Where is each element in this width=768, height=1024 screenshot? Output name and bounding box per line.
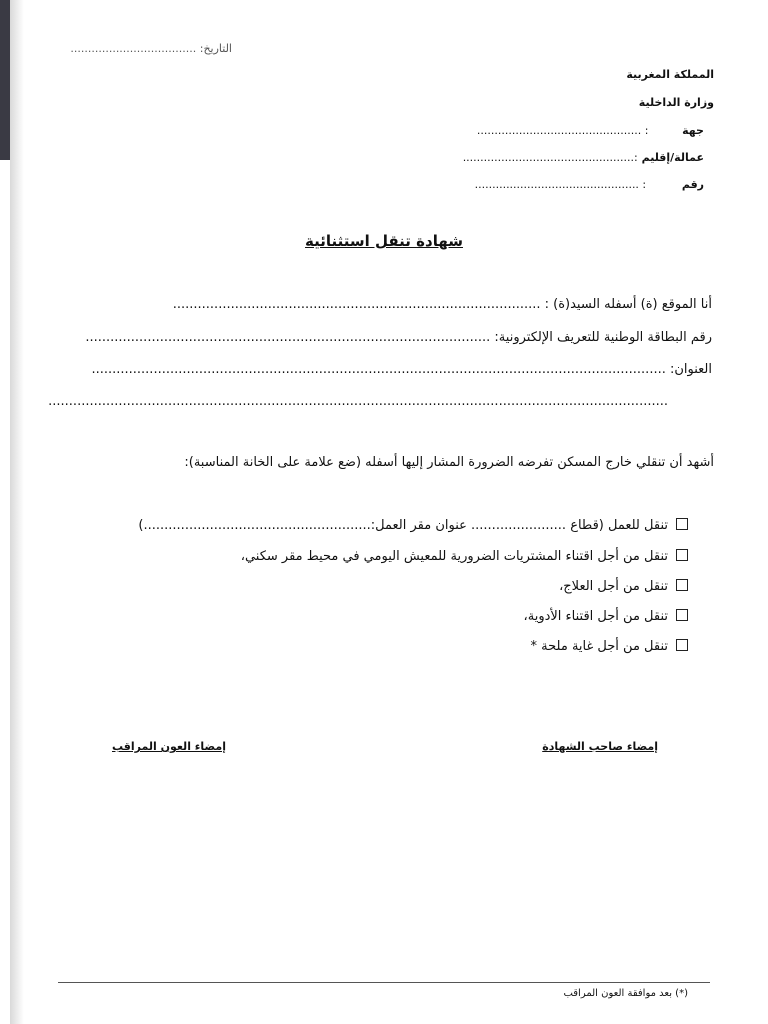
province-label: عمالة/إقليم: [641, 151, 704, 164]
id-card-line: رقم البطاقة الوطنية للتعريف الإلكترونية: ..................................................................................................: [85, 330, 712, 345]
footnote-divider: [58, 982, 710, 983]
region-value: : ...............................................: [476, 124, 649, 137]
option-label: تنقل من أجل غاية ملحة *: [530, 639, 668, 654]
province-field: [463, 151, 704, 164]
option-treatment: [559, 579, 688, 594]
option-urgent: [531, 639, 688, 654]
region-label: جهة: [682, 124, 704, 137]
checkbox-icon: [676, 549, 688, 561]
holder-signature-label: إمضاء صاحب الشهادة: [542, 740, 658, 753]
checkbox-icon: [676, 518, 688, 530]
option-work: [138, 518, 688, 533]
number-label: رقم: [681, 178, 704, 191]
kingdom-label: المملكة المغربية: [626, 68, 714, 81]
page-title: شهادة تنقل استثنائية: [305, 232, 463, 250]
ministry-label: وزارة الداخلية: [638, 96, 714, 109]
option-medicine: [524, 609, 688, 624]
option-label: تنقل من أجل اقتناء المشتريات الضرورية للمعيش اليومي في محيط مقر سكني،: [240, 549, 668, 564]
option-groceries: [241, 549, 688, 564]
declaration-intro: أشهد أن تنقلي خارج المسكن تفرضه الضرورة المشار إليها أسفله (ضع علامة على الخانة المناسبة):: [184, 455, 714, 470]
number-field: [475, 178, 704, 191]
checkbox-icon: [676, 639, 688, 651]
option-label: تنقل للعمل (قطاع ....................... عنوان مقر العمل:.......................................................): [138, 518, 668, 533]
name-line: أنا الموقع (ة) أسفله السيد(ة) : .........................................................................................: [172, 297, 712, 312]
address-line-2: ......................................................................................................................................................: [48, 394, 668, 409]
device-edge: [0, 0, 10, 160]
footnote: (*) بعد موافقة العون المراقب: [563, 988, 688, 999]
number-value: : ...............................................: [474, 178, 647, 191]
agent-signature-label: إمضاء العون المراقب: [112, 740, 226, 753]
option-label: تنقل من أجل اقتناء الأدوية،: [523, 609, 668, 624]
province-value: :.................................................: [462, 151, 638, 164]
address-line: العنوان: ...........................................................................................................................................: [91, 362, 712, 377]
checkbox-icon: [676, 609, 688, 621]
page-shadow: [10, 0, 24, 1024]
region-field: [477, 124, 704, 137]
date-line: التاريخ: ....................................: [70, 42, 232, 55]
checkbox-icon: [676, 579, 688, 591]
option-label: تنقل من أجل العلاج،: [559, 579, 668, 594]
